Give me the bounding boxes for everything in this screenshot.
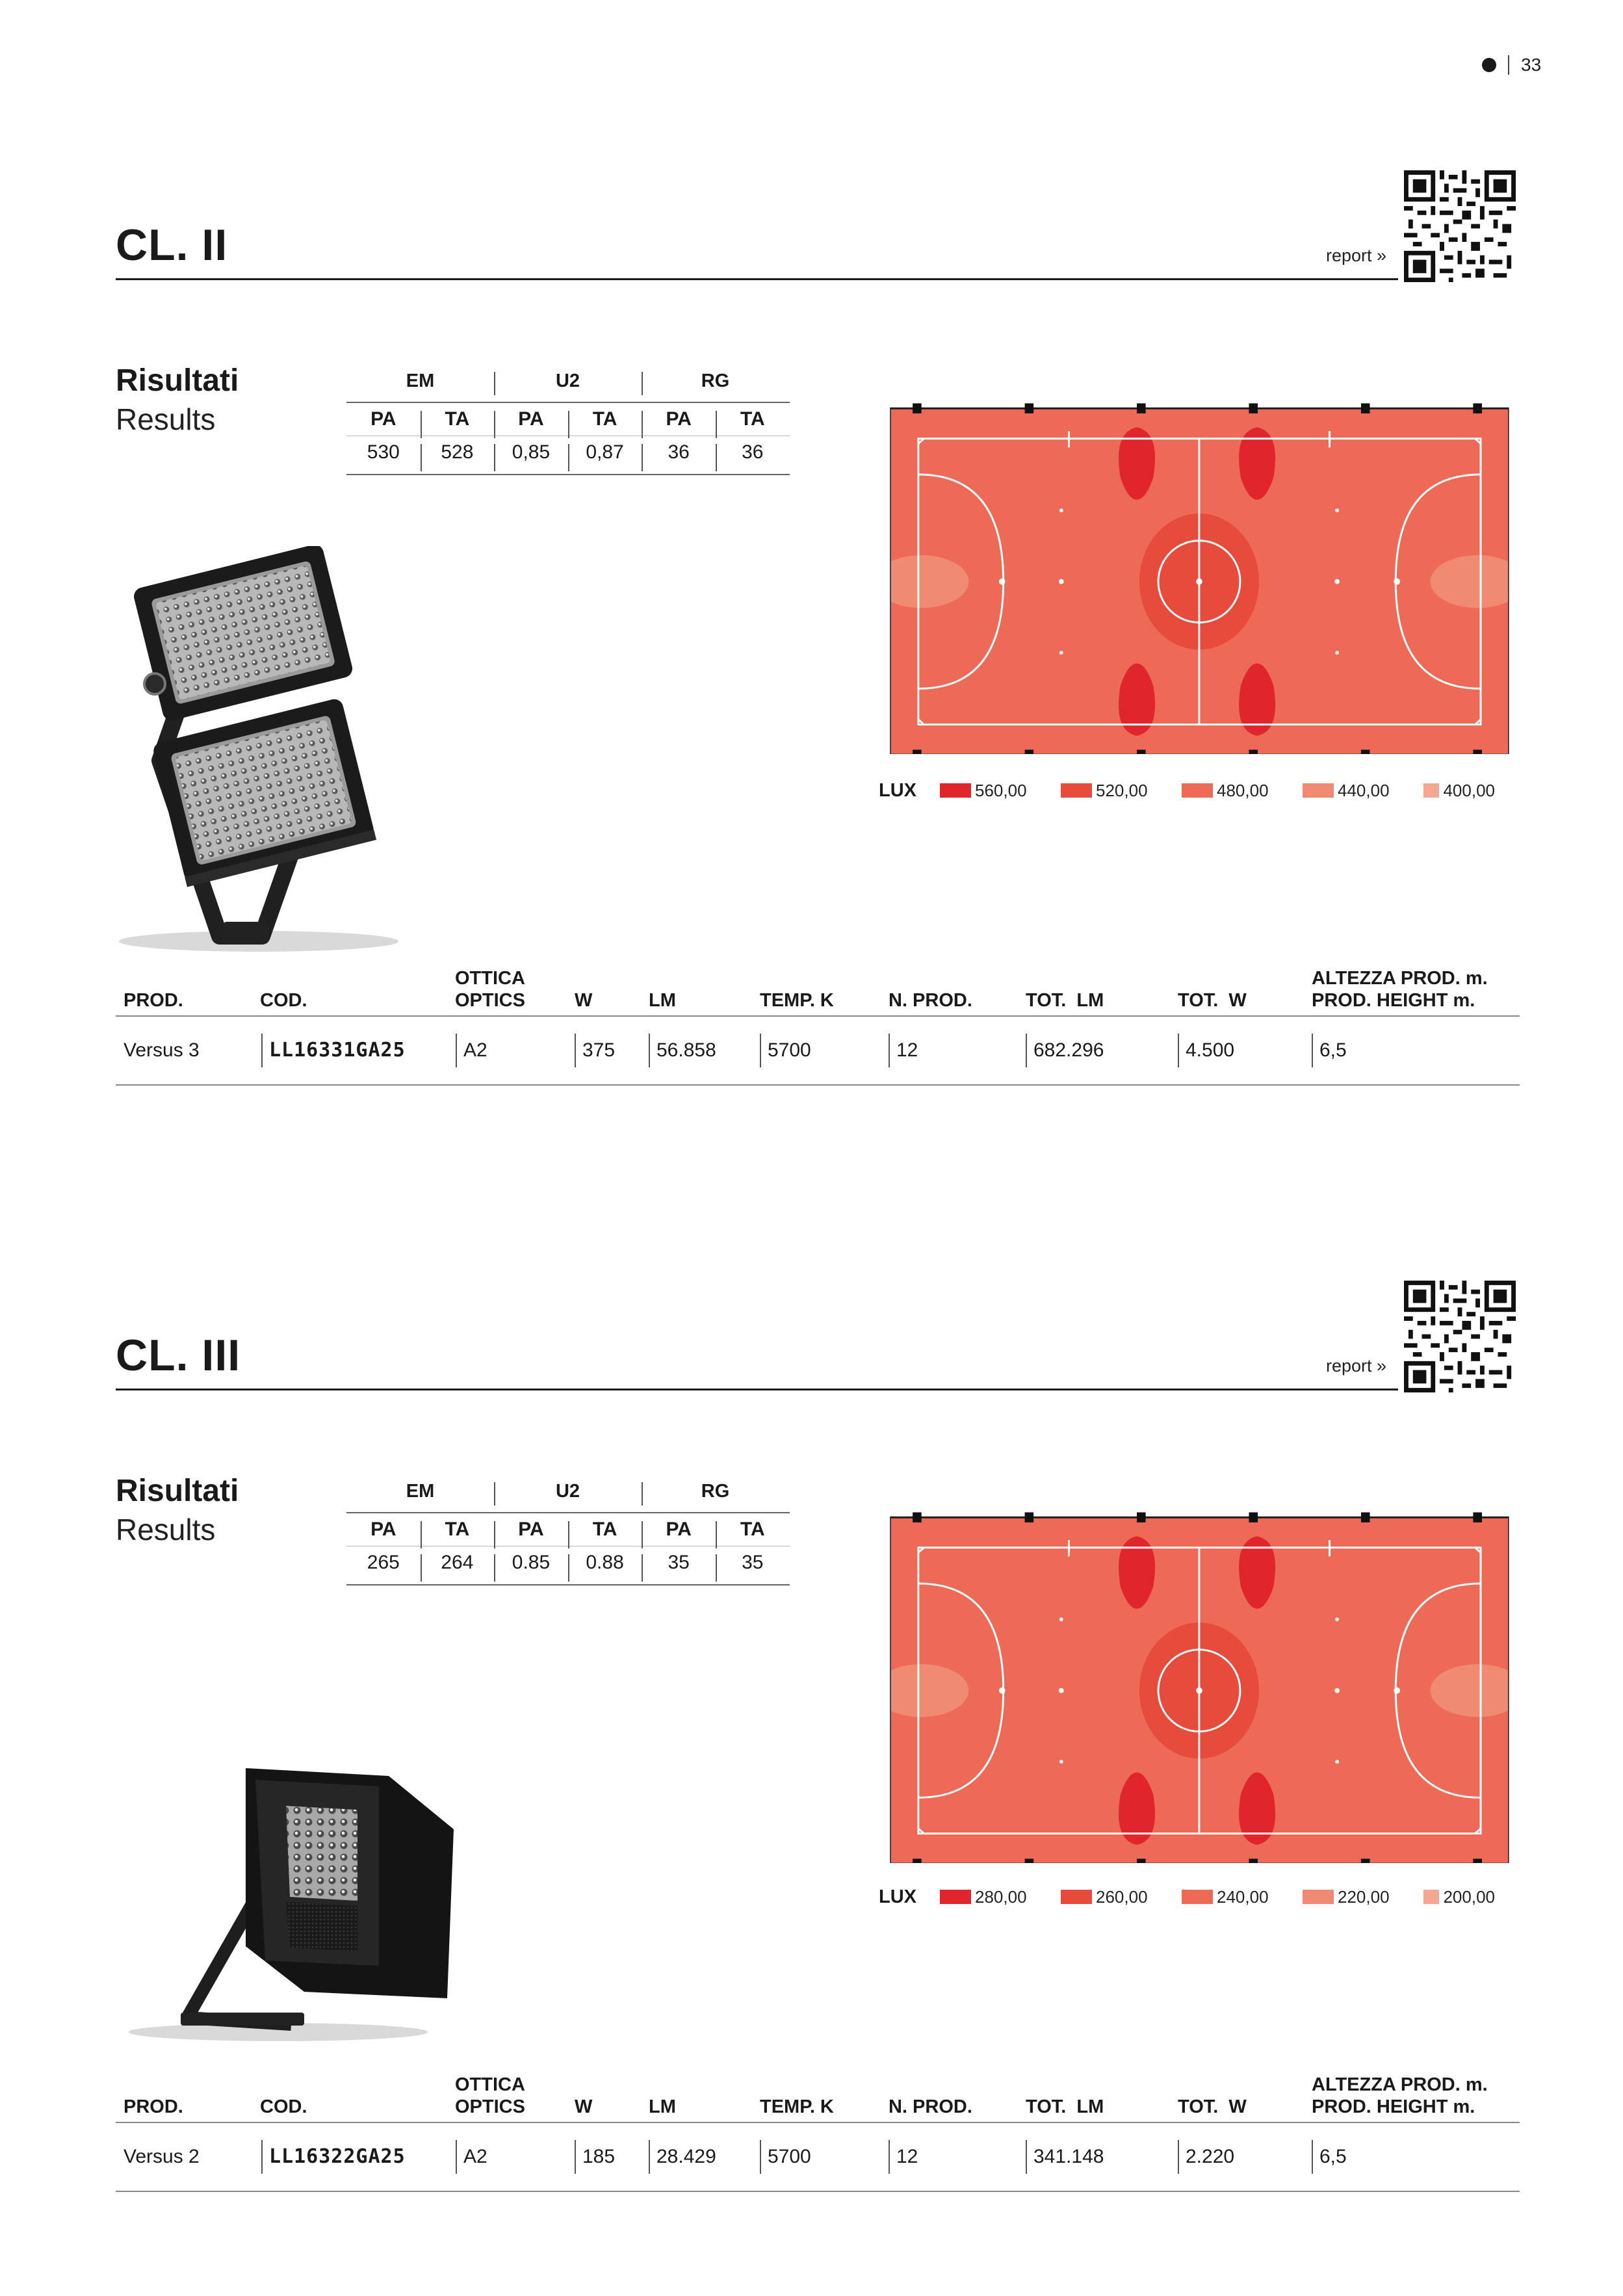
legend-swatch [1061,1890,1092,1904]
cell-lm: 56.858 [656,1036,716,1065]
legend-swatch [940,783,971,798]
subheader: TA [716,408,790,430]
value-cell: 0,87 [568,441,642,463]
product-table [116,962,1520,1086]
subheader: TA [568,1519,642,1541]
cell-prod: Versus 2 [123,2146,200,2167]
legend-value: 280,00 [975,1886,1027,1907]
header-lm: LM [649,2096,676,2117]
subheader: TA [421,1519,495,1541]
cell-height: 6,5 [1319,1036,1347,1065]
section-cl-ii [0,0,1623,1105]
value-cell: 0.88 [568,1552,642,1574]
subheader: PA [642,1519,716,1541]
cell-w: 185 [582,2143,615,2171]
legend-item [1423,1887,1495,1907]
legend-value: 560,00 [975,780,1027,800]
header-temp: TEMP. K [760,990,834,1011]
legend-value: 240,00 [1217,1886,1269,1907]
table-row [116,1017,1520,1086]
legend-value: 260,00 [1096,1886,1148,1907]
subheader: PA [642,408,716,430]
divider [116,278,1398,280]
cell-optics: A2 [463,1036,487,1065]
subheader: PA [370,1519,396,1540]
legend-value: 400,00 [1443,780,1495,800]
cell-tot-lm: 341.148 [1033,2143,1104,2171]
cell-optics: A2 [463,2143,487,2171]
legend-value: 200,00 [1443,1886,1495,1907]
group-header: EM [406,1480,435,1502]
section-cl-iii [0,1110,1623,2215]
group-header: EM [406,370,435,391]
cell-cod: LL16322GA25 [269,2143,406,2171]
header-tot-w: TOT. W [1178,2096,1247,2117]
results-title: Risultati [116,1474,239,1508]
value-cell: 0.85 [494,1552,568,1574]
lux-legend [879,1884,1495,1910]
legend-label: LUX [879,779,916,801]
product-table [116,2068,1520,2192]
legend-item [1182,1887,1303,1907]
header-optics: OPTICS [455,2096,525,2117]
legend-item [1182,781,1303,801]
legend-value: 520,00 [1096,780,1148,800]
section-title: CL. III [116,1331,241,1380]
cell-temp: 5700 [768,1036,811,1065]
lux-heatmap [879,1506,1518,1863]
header-prod: PROD. [123,990,183,1011]
cell-w: 375 [582,1036,615,1065]
results-title: Risultati [116,363,239,398]
report-link[interactable]: report » [1326,246,1387,265]
results-subheaders [346,1513,790,1546]
header-temp: TEMP. K [760,2096,834,2117]
group-header: RG [642,1481,789,1502]
header-lm: LM [649,990,676,1011]
header-w: W [575,2096,593,2117]
value-cell: 265 [367,1552,400,1573]
results-table [346,364,790,475]
value-cell: 530 [367,441,400,463]
lux-legend [879,777,1495,803]
qr-code-icon[interactable] [1404,1281,1516,1392]
header-height-it: ALTEZZA PROD. m. [1312,968,1488,989]
header-nprod: N. PROD. [889,990,972,1011]
legend-value: 480,00 [1217,780,1269,800]
legend-item [1061,1887,1182,1907]
value-cell: 528 [421,441,495,463]
legend-swatch [1182,783,1213,798]
value-cell: 0,85 [494,441,568,463]
subheader: TA [421,408,495,430]
legend-swatch [1303,783,1334,798]
cell-nprod: 12 [896,2143,918,2171]
legend-item [940,781,1061,801]
subheader: PA [494,1519,568,1541]
results-subtitle: Results [116,402,216,436]
divider [346,474,790,475]
legend-item [940,1887,1061,1907]
subheader: TA [568,408,642,430]
results-groups [346,364,790,398]
header-height-it: ALTEZZA PROD. m. [1312,2074,1488,2095]
results-subheaders [346,403,790,436]
cell-nprod: 12 [896,1036,918,1065]
table-header [116,962,1520,1017]
legend-value: 440,00 [1338,780,1390,800]
header-nprod: N. PROD. [889,2096,972,2117]
page-number-label: 33 [1521,55,1542,75]
results-values [346,436,790,469]
cell-cod: LL16331GA25 [269,1036,406,1065]
legend-swatch [1061,783,1092,798]
divider [116,1389,1398,1390]
cell-tot-lm: 682.296 [1033,1036,1104,1065]
product-image [109,546,408,962]
header-tot-w: TOT. W [1178,990,1247,1011]
cell-tot-w: 2.220 [1186,2143,1234,2171]
cell-prod: Versus 3 [123,1039,200,1061]
value-cell: 36 [642,441,716,463]
value-cell: 35 [716,1552,790,1574]
header-optics-it: OTTICA [455,2074,525,2095]
header-cod: COD. [260,2096,307,2117]
header-optics: OPTICS [455,990,525,1011]
cell-temp: 5700 [768,2143,811,2171]
value-cell: 35 [642,1552,716,1574]
header-height: PROD. HEIGHT m. [1312,2096,1475,2117]
results-values [346,1546,790,1579]
qr-code-icon[interactable] [1404,170,1516,282]
report-link[interactable]: report » [1326,1356,1387,1376]
subheader: PA [494,408,568,430]
legend-item [1061,781,1182,801]
cell-tot-w: 4.500 [1186,1036,1234,1065]
value-cell: 36 [716,441,790,463]
group-header: RG [642,371,789,392]
subheader: TA [716,1519,790,1541]
legend-label: LUX [879,1886,916,1907]
legend-swatch [1182,1890,1213,1904]
table-header [116,2068,1520,2123]
legend-value: 220,00 [1338,1886,1390,1907]
header-optics-it: OTTICA [455,968,525,989]
header-prod: PROD. [123,2096,183,2117]
section-title: CL. II [116,220,228,270]
header-w: W [575,990,593,1011]
header-tot-lm: TOT. LM [1026,990,1104,1011]
legend-swatch [1303,1890,1334,1904]
legend-swatch [1423,1890,1439,1904]
value-cell: 264 [421,1552,495,1574]
results-subtitle: Results [116,1513,216,1546]
legend-swatch [940,1890,971,1904]
divider [346,1584,790,1585]
group-header: U2 [494,1481,642,1502]
cell-lm: 28.429 [656,2143,716,2171]
results-groups [346,1474,790,1508]
legend-item [1423,781,1495,801]
lux-heatmap [879,397,1518,754]
header-cod: COD. [260,990,307,1011]
subheader: PA [370,408,396,430]
group-header: U2 [494,371,642,392]
header-height: PROD. HEIGHT m. [1312,990,1475,1011]
results-table [346,1474,790,1585]
legend-swatch [1423,783,1439,798]
legend-item [1303,781,1423,801]
header-tot-lm: TOT. LM [1026,2096,1104,2117]
cell-height: 6,5 [1319,2143,1347,2171]
product-image [116,1758,467,2057]
table-row [116,2123,1520,2192]
legend-item [1303,1887,1423,1907]
